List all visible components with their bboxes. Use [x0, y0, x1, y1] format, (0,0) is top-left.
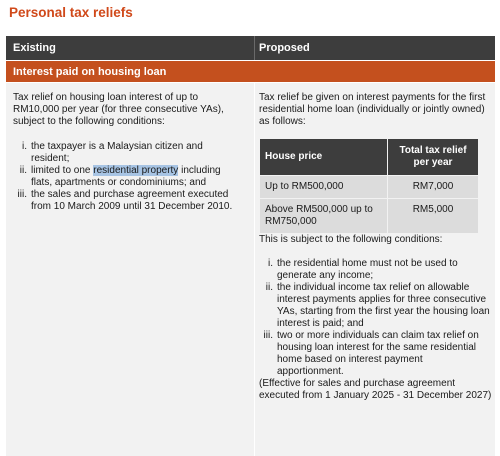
- list-item: [259, 330, 492, 378]
- list-text: two or more individuals can claim tax relief on housing loan interest for the same residential home based on interest payment apportionment.: [277, 330, 479, 377]
- table-row: [260, 199, 479, 234]
- list-item: [13, 189, 243, 213]
- conditions-intro: This is subject to the following conditions:: [259, 234, 443, 245]
- proposed-column: [259, 92, 492, 402]
- column-divider: [254, 36, 255, 60]
- proposed-conditions-list: [259, 258, 492, 378]
- table-header-row: [6, 36, 495, 60]
- section-row: [6, 61, 495, 82]
- effective-date-note: (Effective for sales and purchase agreement executed from 1 January 2025 - 31 December 2027): [259, 378, 492, 401]
- list-number: iii.: [263, 330, 273, 341]
- list-number: ii.: [19, 165, 27, 176]
- rates-header-row: [260, 139, 479, 176]
- list-text: the residential home must not be used to generate any income;: [277, 258, 458, 281]
- list-item: [259, 258, 492, 282]
- header-existing: Existing: [13, 42, 56, 54]
- list-number: i.: [268, 258, 273, 269]
- highlighted-text[interactable]: residential property: [93, 165, 179, 176]
- list-item: [13, 165, 243, 189]
- table-body: [6, 83, 495, 456]
- section-label: Interest paid on housing loan: [13, 66, 167, 78]
- column-divider: [254, 83, 255, 456]
- existing-column: [13, 92, 243, 213]
- relief-cell: RM5,000: [388, 199, 479, 234]
- list-text: the sales and purchase agreement executed from 10 March 2009 until 31 December 2010.: [31, 189, 233, 212]
- list-text: the individual income tax relief on allowable interest payments applies for three consecutive YAs, starting from the first year the housing loan interest is paid; and: [277, 282, 490, 329]
- house-price-cell: Above RM500,000 up to RM750,000: [260, 199, 388, 234]
- existing-intro: Tax relief on housing loan interest of up to RM10,000 per year (for three consecutive YAs), subject to the following conditions:: [13, 92, 224, 127]
- table-row: [260, 176, 479, 199]
- list-text-end: including flats, apartments or condominiums; and: [31, 165, 221, 188]
- page-title: Personal tax reliefs: [9, 5, 133, 20]
- list-text: the taxpayer is a Malaysian citizen and resident;: [31, 141, 203, 164]
- relief-cell: RM7,000: [388, 176, 479, 199]
- list-item: [13, 141, 243, 165]
- list-number: i.: [22, 141, 27, 152]
- relief-rates-table: [259, 138, 479, 234]
- list-number: ii.: [265, 282, 273, 293]
- list-item: [259, 282, 492, 330]
- header-proposed: Proposed: [259, 42, 310, 54]
- house-price-header: House price: [260, 139, 388, 176]
- list-text-start: limited to one: [31, 165, 94, 176]
- existing-conditions-list: [13, 141, 243, 213]
- total-relief-header: Total tax relief per year: [388, 139, 479, 176]
- list-number: iii.: [17, 189, 27, 200]
- proposed-intro: Tax relief be given on interest payments for the first residential home loan (individually or jointly owned) as follows:: [259, 92, 486, 127]
- house-price-cell: Up to RM500,000: [260, 176, 388, 199]
